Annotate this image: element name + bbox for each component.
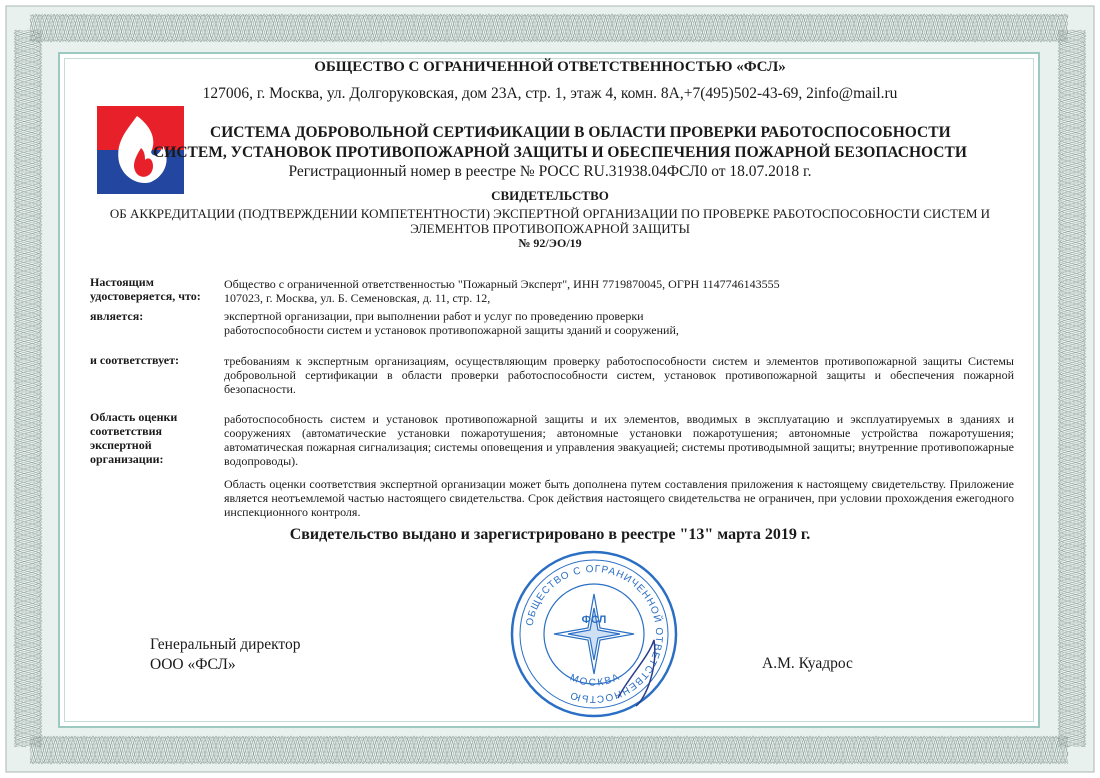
organization-seal-stamp (508, 548, 680, 720)
is-label: является: (90, 309, 144, 323)
stamp-ring-text: ОБЩЕСТВО С ОГРАНИЧЕННОЙ ОТВЕТСТВЕННОСТЬЮ (524, 563, 665, 705)
registration-number: Регистрационный номер в реестре № РОСС RU.31938.04ФСЛ0 от 18.07.2018 г. (288, 163, 812, 180)
signatory-position-line1: Генеральный директор (150, 636, 301, 653)
scope-label-2: соответствия (90, 424, 163, 438)
note-paragraph: Область оценки соответствия экспертной организации может быть дополнена путем составления приложения к настоящему свидетельству. Приложение является неотъемлемой частью настоящего свидетельства. Срок действия настоящего свидетельства не ограничен, при условии прохождения ежегодного инспекционного контроля. (224, 477, 1014, 519)
signatory-name: А.М. Куадрос (762, 655, 853, 672)
document-number: № 92/ЭО/19 (518, 236, 582, 250)
complies-label: и соответствует: (90, 353, 179, 367)
signatory-position-line2: ООО «ФСЛ» (150, 656, 236, 673)
document-title: СВИДЕТЕЛЬСТВО (491, 188, 609, 203)
issued-statement: Свидетельство выдано и зарегистрировано в реестре "13" марта 2019 г. (289, 526, 811, 543)
scope-label-4: организации: (90, 452, 164, 466)
document-subtitle-line1: ОБ АККРЕДИТАЦИИ (ПОДТВЕРЖДЕНИИ КОМПЕТЕНТНОСТИ) ЭКСПЕРТНОЙ ОРГАНИЗАЦИИ ПО ПРОВЕРКЕ РАБОТОСПОСОБНОСТИ СИСТЕМ И (109, 206, 991, 221)
certified-label-1: Настоящим (90, 275, 154, 289)
svg-text:МОСКВА (568, 671, 623, 689)
issuer-address: 127006, г. Москва, ул. Долгоруковская, дом 23А, стр. 1, этаж 4, комн. 8А,+7(495)502-43-69, 2info@mail.ru (202, 85, 898, 102)
is-value-2: работоспособности систем и установок противопожарной защиты зданий и сооружений, (224, 323, 679, 337)
is-value-1: экспертной организации, при выполнении работ и услуг по проведению проверки (224, 309, 644, 323)
system-title-line1: СИСТЕМА ДОБРОВОЛЬНОЙ СЕРТИФИКАЦИИ В ОБЛАСТИ ПРОВЕРКИ РАБОТОСПОСОБНОСТИ (210, 124, 951, 141)
certified-value-1: Общество с ограниченной ответственностью "Пожарный Эксперт", ИНН 7719870045, ОГРН 1147746143555 (224, 277, 780, 291)
stamp-bottom-text: МОСКВА (568, 671, 623, 689)
issuer-name: ОБЩЕСТВО С ОГРАНИЧЕННОЙ ОТВЕТСТВЕННОСТЬЮ «ФСЛ» (314, 59, 786, 75)
scope-label-1: Область оценки (90, 410, 178, 424)
certified-value-2: 107023, г. Москва, ул. Б. Семеновская, д. 11, стр. 12, (224, 291, 491, 305)
complies-value: требованиям к экспертным организациям, осуществляющим проверку работоспособности систем и элементов противопожарной защиты Системы добровольной сертификации в области проверки работоспособности систем, установок противопожарной защиты и обеспечения пожарной безопасности. (224, 354, 1014, 396)
document-subtitle-line2: ЭЛЕМЕНТОВ ПРОТИВОПОЖАРНОЙ ЗАЩИТЫ (410, 221, 690, 236)
system-title-line2: СИСТЕМ, УСТАНОВОК ПРОТИВОПОЖАРНОЙ ЗАЩИТЫ И ОБЕСПЕЧЕНИЯ ПОЖАРНОЙ БЕЗОПАСНОСТИ (153, 144, 967, 161)
scope-label-3: экспертной (90, 438, 152, 452)
certified-label-2: удостоверяется, что: (90, 289, 201, 303)
stamp-center-text: ФСЛ (581, 614, 607, 626)
scope-value: работоспособность систем и установок противопожарной защиты и их элементов, вводимых в эксплуатацию и эксплуатируемых в зданиях и сооружениях (автоматические установки пожаротушения; автономные установки пожаротушения; автономные устройства пожаротушения; автоматическая пожарная сигнализация; системы оповещения и управления эвакуацией; системы противодымной защиты; внутренние противопожарные водопроводы). (224, 412, 1014, 468)
